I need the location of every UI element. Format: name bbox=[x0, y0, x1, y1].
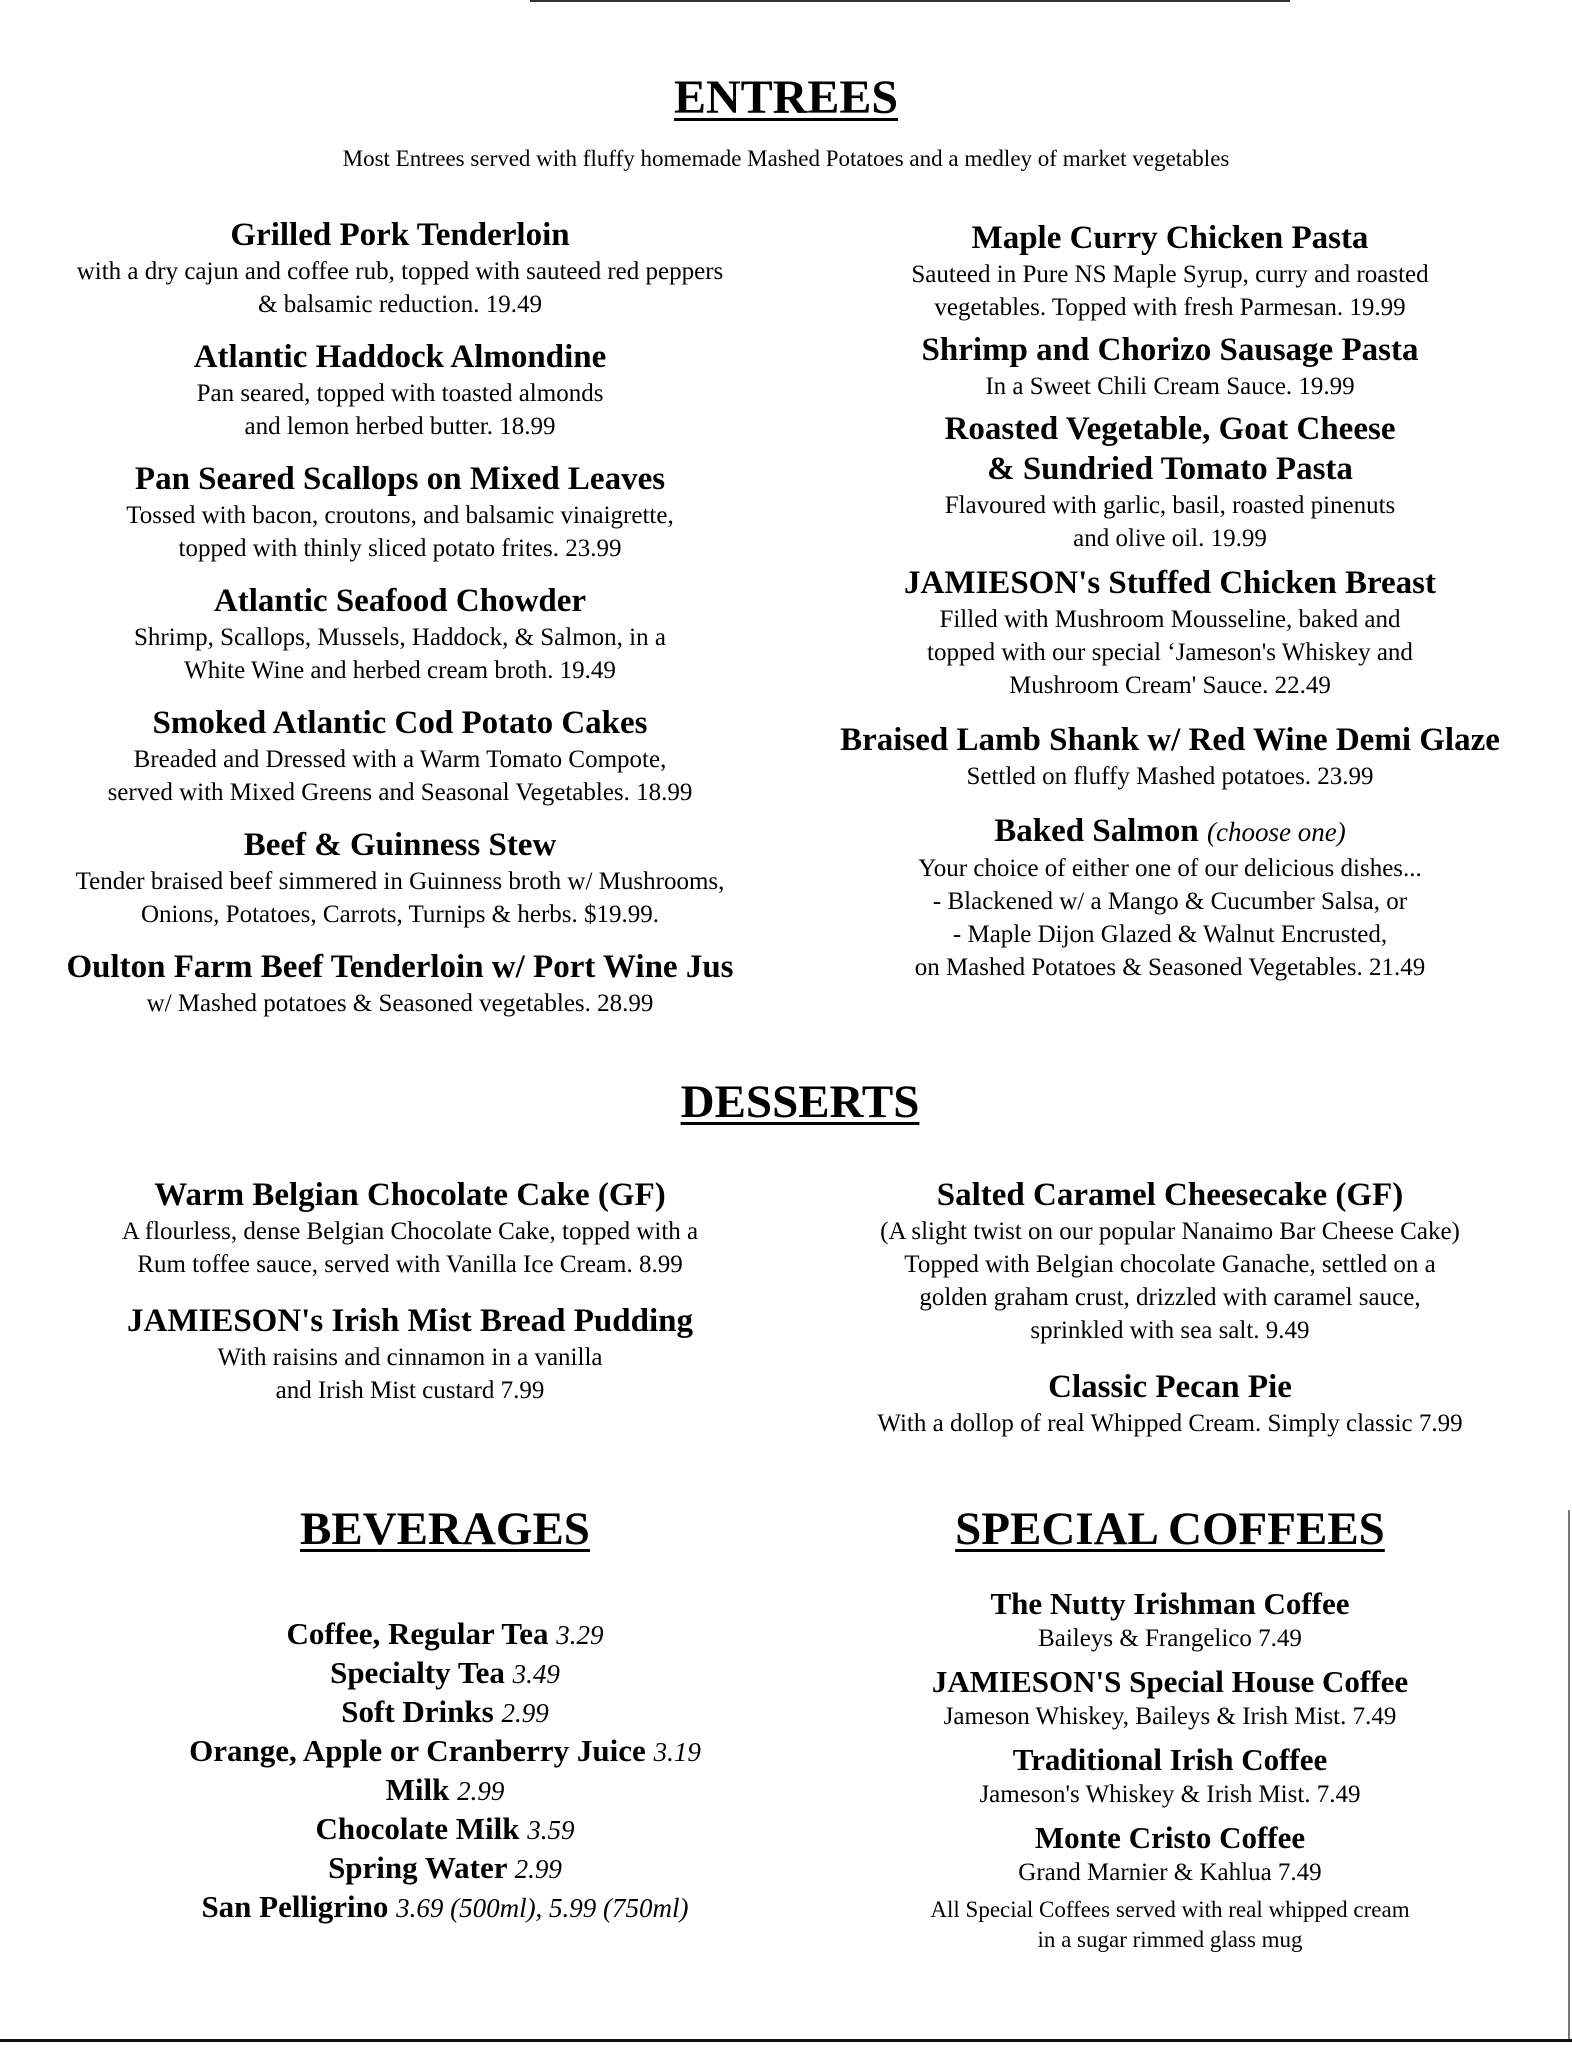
entrees-right-column bbox=[790, 218, 1550, 984]
entree-item bbox=[20, 703, 780, 809]
entree-name: Grilled Pork Tenderloin bbox=[230, 217, 570, 253]
coffees-title: SPECIAL COFFEES bbox=[955, 1503, 1385, 1555]
coffees-list bbox=[790, 1585, 1550, 1955]
beverage-item bbox=[50, 1693, 840, 1732]
coffee-name: JAMIESON'S Special House Coffee bbox=[931, 1664, 1409, 1699]
entree-item bbox=[790, 720, 1550, 793]
entree-name: Pan Seared Scallops on Mixed Leaves bbox=[134, 461, 666, 497]
dessert-desc-line: With raisins and cinnamon in a vanilla bbox=[217, 1344, 603, 1371]
beverage-name: Soft Drinks bbox=[341, 1694, 494, 1729]
dessert-item bbox=[40, 1175, 780, 1281]
bottom-rule bbox=[0, 2039, 1572, 2042]
entree-desc-line: and lemon herbed butter. 18.99 bbox=[244, 413, 556, 440]
entree-item bbox=[20, 337, 780, 443]
entree-name: Atlantic Haddock Almondine bbox=[193, 339, 607, 375]
dessert-desc-line: (A slight twist on our popular Nanaimo Bar Cheese Cake) bbox=[880, 1218, 1460, 1245]
coffee-desc: Baileys & Frangelico 7.49 bbox=[1038, 1625, 1302, 1652]
entree-desc-line: served with Mixed Greens and Seasonal Vegetables. 18.99 bbox=[107, 779, 693, 806]
entree-name-note: (choose one) bbox=[1207, 817, 1346, 847]
entree-desc-line: - Maple Dijon Glazed & Walnut Encrusted, bbox=[952, 921, 1388, 948]
entree-desc-line: Flavoured with garlic, basil, roasted pinenuts bbox=[944, 492, 1396, 519]
beverage-name: San Pelligrino bbox=[201, 1889, 389, 1924]
entree-name: Braised Lamb Shank w/ Red Wine Demi Glaze bbox=[840, 722, 1500, 758]
dessert-desc-line: Rum toffee sauce, served with Vanilla Ice Cream. 8.99 bbox=[137, 1251, 683, 1278]
dessert-item bbox=[790, 1367, 1550, 1440]
coffees-note-line: All Special Coffees served with real whipped cream bbox=[930, 1897, 1410, 1922]
entree-item bbox=[790, 563, 1550, 702]
beverage-item bbox=[50, 1849, 840, 1888]
coffee-desc: Jameson's Whiskey & Irish Mist. 7.49 bbox=[979, 1781, 1361, 1808]
beverage-price: 3.49 bbox=[512, 1659, 560, 1689]
coffee-item bbox=[790, 1585, 1550, 1655]
dessert-desc-line: Topped with Belgian chocolate Ganache, settled on a bbox=[904, 1251, 1436, 1278]
dessert-desc-line: With a dollop of real Whipped Cream. Simply classic 7.99 bbox=[877, 1410, 1463, 1437]
dessert-name: Classic Pecan Pie bbox=[1048, 1369, 1292, 1405]
entree-item bbox=[20, 825, 780, 931]
beverage-price: 3.59 bbox=[527, 1815, 575, 1845]
desserts-title: DESSERTS bbox=[680, 1076, 920, 1128]
beverage-price: 2.99 bbox=[501, 1698, 549, 1728]
entree-desc-line: Shrimp, Scallops, Mussels, Haddock, & Salmon, in a bbox=[134, 624, 666, 651]
dessert-desc-line: A flourless, dense Belgian Chocolate Cake, topped with a bbox=[121, 1218, 699, 1245]
entrees-title: ENTREES bbox=[673, 71, 899, 124]
entree-name: Beef & Guinness Stew bbox=[243, 827, 557, 863]
entree-desc-line: Filled with Mushroom Mousseline, baked and bbox=[939, 606, 1401, 633]
coffee-name: The Nutty Irishman Coffee bbox=[990, 1586, 1350, 1621]
entree-desc-line: on Mashed Potatoes & Seasoned Vegetables. 21.49 bbox=[914, 954, 1426, 981]
beverages-list bbox=[50, 1615, 840, 1927]
entree-desc-line: Pan seared, topped with toasted almonds bbox=[196, 380, 604, 407]
coffee-item bbox=[790, 1663, 1550, 1733]
dessert-name: Salted Caramel Cheesecake (GF) bbox=[936, 1177, 1404, 1213]
coffee-name: Traditional Irish Coffee bbox=[1012, 1742, 1328, 1777]
beverage-item bbox=[50, 1888, 840, 1927]
beverage-price: 3.69 (500ml), 5.99 (750ml) bbox=[396, 1893, 689, 1923]
coffees-note-line: in a sugar rimmed glass mug bbox=[1037, 1927, 1303, 1952]
coffee-name: Monte Cristo Coffee bbox=[1034, 1820, 1306, 1855]
entrees-left-column bbox=[20, 215, 780, 1020]
entree-desc-line: Settled on fluffy Mashed potatoes. 23.99 bbox=[966, 763, 1374, 790]
dessert-item bbox=[790, 1175, 1550, 1347]
dessert-desc-line: and Irish Mist custard 7.99 bbox=[275, 1377, 545, 1404]
entree-desc-line: & balsamic reduction. 19.49 bbox=[258, 291, 542, 318]
entree-desc-line: Breaded and Dressed with a Warm Tomato Compote, bbox=[133, 746, 667, 773]
entree-name: Atlantic Seafood Chowder bbox=[213, 583, 587, 619]
beverage-price: 2.99 bbox=[457, 1776, 505, 1806]
entree-desc-line: topped with our special ‘Jameson's Whiskey and bbox=[927, 639, 1413, 666]
entree-item bbox=[20, 581, 780, 687]
entree-name bbox=[790, 811, 1550, 852]
beverage-item bbox=[50, 1771, 840, 1810]
beverage-item bbox=[50, 1810, 840, 1849]
entree-desc-line: and olive oil. 19.99 bbox=[1073, 525, 1267, 552]
entree-desc-line: White Wine and herbed cream broth. 19.49 bbox=[184, 657, 616, 684]
entree-name-line: & Sundried Tomato Pasta bbox=[987, 451, 1353, 487]
entree-name: Maple Curry Chicken Pasta bbox=[971, 220, 1369, 256]
beverage-name: Specialty Tea bbox=[330, 1655, 505, 1690]
dessert-name: JAMIESON's Irish Mist Bread Pudding bbox=[127, 1303, 693, 1339]
coffee-item bbox=[790, 1741, 1550, 1811]
beverage-item bbox=[50, 1732, 840, 1771]
entree-desc-line: In a Sweet Chili Cream Sauce. 19.99 bbox=[985, 373, 1355, 400]
dessert-name: Warm Belgian Chocolate Cake (GF) bbox=[154, 1177, 666, 1213]
beverages-title: BEVERAGES bbox=[300, 1503, 590, 1555]
entree-desc-line: Sauteed in Pure NS Maple Syrup, curry and roasted bbox=[911, 261, 1429, 288]
coffee-item bbox=[790, 1819, 1550, 1889]
entree-item bbox=[20, 215, 780, 321]
entree-desc-line: Onions, Potatoes, Carrots, Turnips & herbs. $19.99. bbox=[140, 901, 660, 928]
entree-item bbox=[790, 218, 1550, 324]
entree-item bbox=[790, 811, 1550, 984]
entree-item bbox=[20, 459, 780, 565]
entree-desc-line: Your choice of either one of our delicious dishes... bbox=[918, 855, 1422, 882]
entree-desc-line: topped with thinly sliced potato frites. 23.99 bbox=[178, 535, 622, 562]
entree-desc-line: w/ Mashed potatoes & Seasoned vegetables. 28.99 bbox=[146, 990, 654, 1017]
entree-desc-line: - Blackened w/ a Mango & Cucumber Salsa, or bbox=[932, 888, 1408, 915]
entree-item bbox=[790, 330, 1550, 403]
right-edge-rule bbox=[1568, 1510, 1570, 2040]
beverage-item bbox=[50, 1654, 840, 1693]
beverage-price: 3.29 bbox=[556, 1620, 604, 1650]
beverage-name: Milk bbox=[385, 1772, 450, 1807]
entree-desc-line: with a dry cajun and coffee rub, topped with sauteed red peppers bbox=[76, 258, 724, 285]
entree-name: Smoked Atlantic Cod Potato Cakes bbox=[152, 705, 648, 741]
entree-name-line: Roasted Vegetable, Goat Cheese bbox=[944, 411, 1396, 447]
entree-desc-line: vegetables. Topped with fresh Parmesan. 19.99 bbox=[934, 294, 1406, 321]
dessert-desc-line: sprinkled with sea salt. 9.49 bbox=[1030, 1317, 1310, 1344]
entree-name-text: Baked Salmon bbox=[994, 813, 1199, 849]
entree-desc-line: Tossed with bacon, croutons, and balsamic vinaigrette, bbox=[126, 502, 674, 529]
dessert-item bbox=[40, 1301, 780, 1407]
entree-desc-line: Tender braised beef simmered in Guinness broth w/ Mushrooms, bbox=[75, 868, 725, 895]
top-rule bbox=[530, 0, 1290, 2]
entree-desc-line: Mushroom Cream' Sauce. 22.49 bbox=[1009, 672, 1331, 699]
beverage-item bbox=[50, 1615, 840, 1654]
coffee-desc: Jameson Whiskey, Baileys & Irish Mist. 7.49 bbox=[943, 1703, 1397, 1730]
beverage-price: 3.19 bbox=[653, 1737, 701, 1767]
beverage-price: 2.99 bbox=[514, 1854, 562, 1884]
beverage-name: Chocolate Milk bbox=[315, 1811, 520, 1846]
dessert-desc-line: golden graham crust, drizzled with caramel sauce, bbox=[919, 1284, 1421, 1311]
beverage-name: Orange, Apple or Cranberry Juice bbox=[189, 1733, 646, 1768]
desserts-left-column bbox=[40, 1175, 780, 1407]
entree-item bbox=[790, 409, 1550, 555]
entree-item bbox=[20, 947, 780, 1020]
entrees-subtitle: Most Entrees served with fluffy homemade Mashed Potatoes and a medley of market vegetables bbox=[342, 146, 1230, 171]
beverage-name: Coffee, Regular Tea bbox=[286, 1616, 549, 1651]
coffee-desc: Grand Marnier & Kahlua 7.49 bbox=[1018, 1859, 1322, 1886]
beverage-name: Spring Water bbox=[328, 1850, 507, 1885]
entree-name: Shrimp and Chorizo Sausage Pasta bbox=[921, 332, 1419, 368]
desserts-right-column bbox=[790, 1175, 1550, 1440]
entree-name: JAMIESON's Stuffed Chicken Breast bbox=[903, 565, 1436, 601]
entree-name: Oulton Farm Beef Tenderloin w/ Port Wine Jus bbox=[66, 949, 734, 985]
